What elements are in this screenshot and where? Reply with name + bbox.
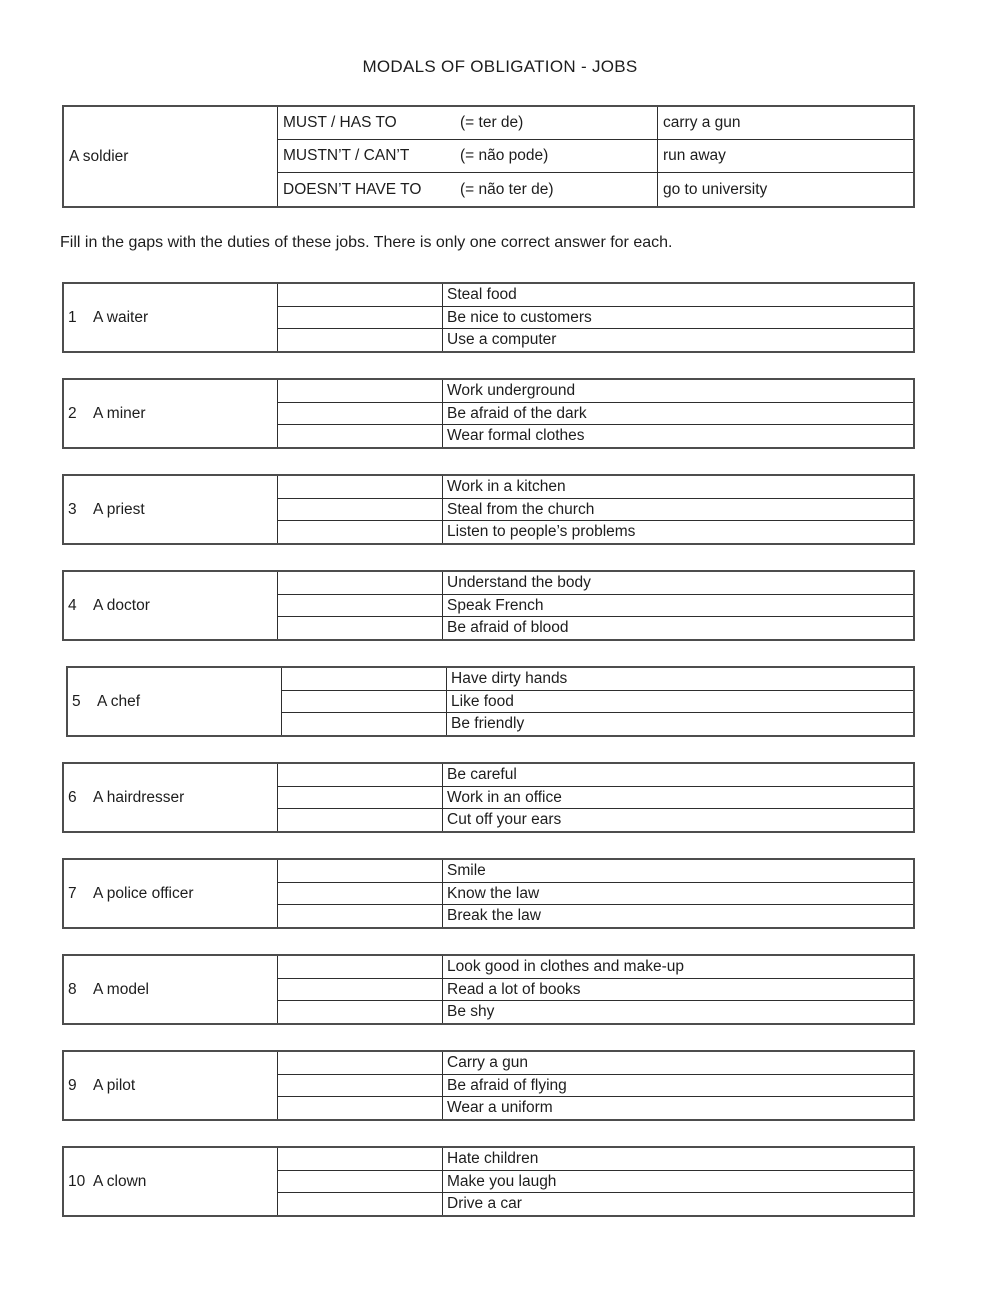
item-number: 9	[68, 1076, 77, 1094]
answer-cell[interactable]	[278, 979, 443, 1001]
answer-cell[interactable]	[278, 764, 443, 786]
example-duty-cell: go to university	[663, 180, 768, 198]
job-label: A clown	[93, 1172, 147, 1190]
page-title: MODALS OF OBLIGATION - JOBS	[362, 57, 638, 76]
answer-cell[interactable]	[278, 1001, 443, 1023]
job-label: A miner	[93, 404, 146, 422]
item-number: 1	[68, 308, 77, 326]
duty-row	[282, 691, 913, 714]
duty-rows	[278, 764, 913, 831]
example-modal-cell	[278, 173, 658, 206]
answer-input[interactable]	[278, 860, 442, 882]
duty-row	[278, 1193, 913, 1215]
example-modal-cell	[278, 107, 658, 140]
duty-rows	[278, 476, 913, 543]
duty-row	[278, 1097, 913, 1119]
answer-cell[interactable]	[278, 595, 443, 617]
answer-cell[interactable]	[282, 691, 447, 713]
duty-row	[278, 476, 913, 499]
answer-input[interactable]	[278, 425, 442, 447]
answer-cell[interactable]	[278, 403, 443, 425]
answer-cell[interactable]	[278, 905, 443, 927]
duty-row	[278, 979, 913, 1002]
duty-row	[278, 787, 913, 810]
answer-input[interactable]	[278, 787, 442, 809]
duty-row	[278, 499, 913, 522]
duty-row	[278, 572, 913, 595]
answer-input[interactable]	[278, 617, 442, 639]
duty-text: Carry a gun	[447, 1053, 528, 1071]
answer-input[interactable]	[278, 284, 442, 306]
answer-input[interactable]	[278, 476, 442, 498]
job-label: A model	[93, 980, 150, 998]
job-cell	[64, 476, 278, 543]
answer-input[interactable]	[278, 1171, 442, 1193]
example-table	[62, 105, 915, 208]
duty-text: Wear a uniform	[447, 1099, 553, 1117]
duty-text: Speak French	[447, 596, 544, 614]
example-subject: A soldier	[64, 107, 278, 206]
item-number: 3	[68, 500, 77, 518]
duty-row	[278, 883, 913, 906]
duty-text: Work underground	[447, 381, 576, 399]
answer-input[interactable]	[278, 572, 442, 594]
answer-input[interactable]	[278, 380, 442, 402]
job-label: A pilot	[93, 1076, 136, 1094]
job-cell	[64, 380, 278, 447]
duty-text: Hate children	[447, 1149, 539, 1167]
answer-input[interactable]	[278, 1097, 442, 1119]
duty-row	[278, 1171, 913, 1194]
answer-cell[interactable]	[278, 284, 443, 306]
job-item-1	[62, 282, 915, 353]
job-cell	[64, 956, 278, 1023]
answer-cell[interactable]	[278, 860, 443, 882]
duty-text: Read a lot of books	[447, 980, 581, 998]
job-item-4	[62, 570, 915, 641]
duty-rows	[278, 380, 913, 447]
duty-row	[278, 521, 913, 543]
duty-row	[278, 425, 913, 447]
example-modal-cell	[278, 140, 658, 173]
answer-cell[interactable]	[278, 425, 443, 447]
duty-text: Break the law	[447, 907, 541, 925]
duty-row	[278, 403, 913, 426]
duty-rows	[278, 860, 913, 927]
answer-input[interactable]	[278, 1075, 442, 1097]
duty-row	[278, 860, 913, 883]
answer-input[interactable]	[278, 1001, 442, 1023]
answer-cell[interactable]	[278, 883, 443, 905]
duty-row	[282, 668, 913, 691]
duty-text: Steal from the church	[447, 500, 595, 518]
job-label: A police officer	[93, 884, 194, 902]
answer-cell[interactable]	[278, 380, 443, 402]
answer-cell[interactable]	[278, 329, 443, 351]
answer-input[interactable]	[278, 956, 442, 978]
duty-row	[278, 956, 913, 979]
duty-row	[278, 905, 913, 927]
item-number: 2	[68, 404, 77, 422]
duty-row	[278, 1001, 913, 1023]
answer-input[interactable]	[278, 499, 442, 521]
answer-input[interactable]	[282, 713, 446, 735]
duty-text: Look good in clothes and make-up	[447, 957, 684, 975]
answer-cell[interactable]	[278, 787, 443, 809]
duty-text: Have dirty hands	[451, 669, 568, 687]
answer-cell[interactable]	[278, 617, 443, 639]
item-number: 4	[68, 596, 77, 614]
answer-input[interactable]	[278, 521, 442, 543]
modal-label: DOESN’T HAVE TO	[283, 180, 422, 198]
job-label: A priest	[93, 500, 145, 518]
answer-cell[interactable]	[278, 1075, 443, 1097]
duty-text: Wear formal clothes	[447, 427, 585, 445]
duty-text: Drive a car	[447, 1195, 522, 1213]
job-cell	[64, 1052, 278, 1119]
answer-input[interactable]	[278, 979, 442, 1001]
answer-cell[interactable]	[278, 521, 443, 543]
job-item-9	[62, 1050, 915, 1121]
modal-label: MUST / HAS TO	[283, 114, 397, 131]
job-cell	[64, 1148, 278, 1215]
answer-input[interactable]	[278, 1148, 442, 1170]
answer-cell[interactable]	[282, 668, 447, 690]
job-label: A chef	[97, 692, 141, 710]
answer-cell[interactable]	[278, 1171, 443, 1193]
answer-cell[interactable]	[278, 956, 443, 978]
duty-row	[282, 713, 913, 735]
answer-cell[interactable]	[278, 476, 443, 498]
answer-input[interactable]	[278, 809, 442, 831]
duty-text: Be afraid of flying	[447, 1076, 567, 1094]
duty-text: Work in an office	[447, 788, 562, 806]
answer-input[interactable]	[278, 1193, 442, 1215]
duty-text: Be careful	[447, 765, 517, 783]
answer-input[interactable]	[278, 883, 442, 905]
answer-cell[interactable]	[278, 499, 443, 521]
duty-text: Be afraid of blood	[447, 619, 569, 637]
duty-text: Know the law	[447, 884, 540, 902]
job-cell	[64, 764, 278, 831]
modal-translation: (= ter de)	[460, 114, 524, 131]
job-item-8	[62, 954, 915, 1025]
answer-input[interactable]	[278, 595, 442, 617]
duty-row	[278, 617, 913, 639]
job-label: A hairdresser	[93, 788, 185, 806]
answer-input[interactable]	[278, 403, 442, 425]
duty-text: Listen to people’s problems	[447, 523, 636, 541]
duty-rows	[278, 1052, 913, 1119]
job-item-2	[62, 378, 915, 449]
answer-input[interactable]	[282, 691, 446, 713]
duty-text: Steal food	[447, 285, 517, 303]
duty-rows	[278, 284, 913, 351]
items-list	[0, 282, 1000, 1217]
duty-text: Be shy	[447, 1003, 495, 1021]
duty-text: Work in a kitchen	[447, 477, 566, 495]
job-cell	[64, 572, 278, 639]
duty-row	[278, 595, 913, 618]
answer-input[interactable]	[278, 307, 442, 329]
modal-translation: (= não pode)	[460, 147, 549, 164]
duty-row	[278, 329, 913, 351]
job-item-3	[62, 474, 915, 545]
item-number: 6	[68, 788, 77, 806]
job-item-10	[62, 1146, 915, 1217]
duty-row	[278, 1052, 913, 1075]
duty-rows	[278, 572, 913, 639]
answer-input[interactable]	[278, 905, 442, 927]
duty-row	[278, 809, 913, 831]
answer-cell[interactable]	[278, 307, 443, 329]
item-number: 10	[68, 1172, 86, 1190]
duty-rows	[278, 956, 913, 1023]
answer-input[interactable]	[278, 1052, 442, 1074]
example-duty-cell: run away	[658, 140, 913, 173]
modal-translation: (= não ter de)	[460, 180, 554, 198]
answer-cell[interactable]	[278, 1148, 443, 1170]
answer-cell[interactable]	[278, 1097, 443, 1119]
job-cell	[64, 860, 278, 927]
duty-row	[278, 1148, 913, 1171]
answer-cell[interactable]	[282, 713, 447, 735]
job-item-7	[62, 858, 915, 929]
job-cell	[68, 668, 282, 735]
duty-rows	[282, 668, 913, 735]
duty-row	[278, 380, 913, 403]
answer-input[interactable]	[282, 668, 446, 690]
answer-cell[interactable]	[278, 1052, 443, 1074]
job-item-5	[66, 666, 915, 737]
item-number: 7	[68, 884, 77, 902]
answer-input[interactable]	[278, 329, 442, 351]
duty-rows	[278, 1148, 913, 1215]
duty-text: Like food	[451, 692, 514, 710]
modal-label: MUSTN’T / CAN’T	[283, 147, 410, 164]
duty-text: Cut off your ears	[447, 811, 562, 829]
duty-text: Be afraid of the dark	[447, 404, 587, 422]
duty-row	[278, 1075, 913, 1098]
answer-cell[interactable]	[278, 1193, 443, 1215]
duty-text: Be nice to customers	[447, 308, 592, 326]
duty-text: Make you laugh	[447, 1172, 557, 1190]
job-label: A waiter	[93, 308, 149, 326]
item-number: 8	[68, 980, 77, 998]
duty-text: Understand the body	[447, 573, 591, 591]
example-duty-cell: carry a gun	[658, 107, 913, 140]
item-number: 5	[72, 692, 81, 710]
duty-row	[278, 764, 913, 787]
duty-row	[278, 284, 913, 307]
duty-text: Smile	[447, 861, 486, 879]
job-label: A doctor	[93, 596, 150, 614]
duty-text: Be friendly	[451, 715, 525, 733]
duty-row	[278, 307, 913, 330]
instruction-text: Fill in the gaps with the duties of these jobs. There is only one correct answer for each.	[60, 234, 673, 251]
answer-cell[interactable]	[278, 809, 443, 831]
duty-text: Use a computer	[447, 331, 557, 349]
answer-input[interactable]	[278, 764, 442, 786]
job-cell	[64, 284, 278, 351]
answer-cell[interactable]	[278, 572, 443, 594]
job-item-6	[62, 762, 915, 833]
